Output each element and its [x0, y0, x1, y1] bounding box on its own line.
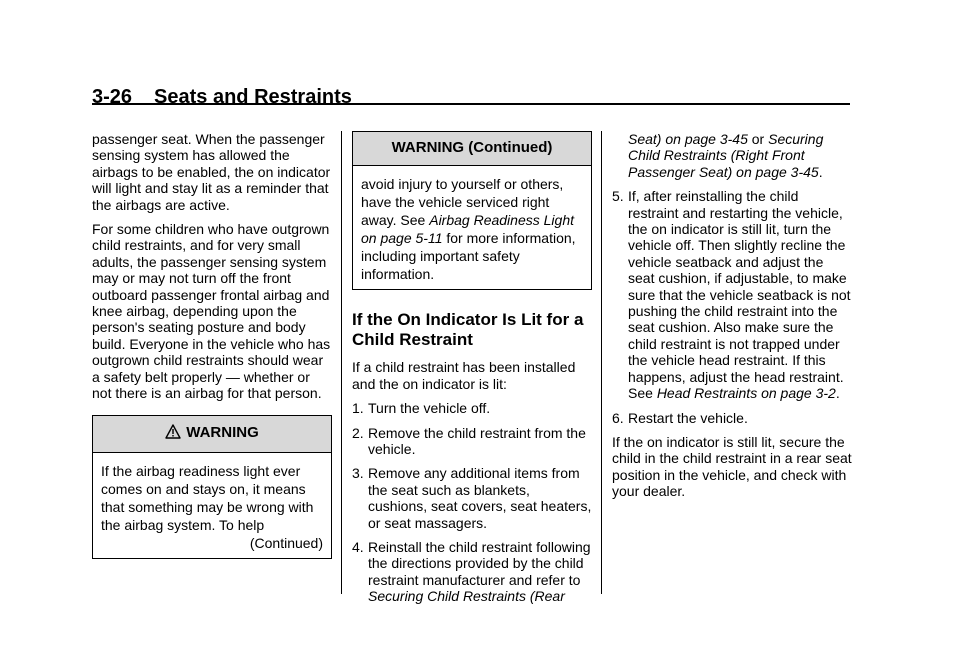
warning-continued-text — [361, 175, 583, 283]
list-item — [352, 539, 592, 605]
step-text: . — [835, 385, 840, 402]
step-text: Restart the vehicle. — [628, 409, 748, 426]
list-item — [612, 188, 852, 401]
step-text: Reinstall the child restraint following the directions provided by the child restraint manufacturer and refer to — [368, 539, 591, 588]
page-header — [92, 86, 352, 109]
warning-box — [92, 415, 332, 559]
continued-label: (Continued) — [249, 534, 323, 551]
body-paragraph: For some children who have outgrown child restraints, and for very small adults, the passenger sensing system may or may not turn off the front outboard passenger frontal airbag and knee airbag, depending upon the person's seating posture and body build. Everyone in the vehicle who has outgrown child restraints should wear a safety belt properly — whether or not there is an airbag for that person. — [92, 221, 331, 402]
warning-title: WARNING — [186, 423, 259, 441]
steps-list — [352, 400, 592, 604]
warning-text: If the airbag readiness light ever comes on and stays on, it means that something may be wrong with the airbag system. To help — [101, 462, 314, 533]
page-reference: Head Restraints on page 3-2 — [656, 385, 836, 402]
step-text: Remove the child restraint from the vehicle. — [368, 424, 586, 458]
page-section-title: Seats and Restraints — [154, 86, 352, 108]
steps-list — [612, 188, 852, 426]
step-continuation — [612, 131, 852, 180]
column-1 — [92, 131, 332, 559]
column-divider — [601, 131, 602, 594]
warning-text-part: avoid injury to yourself or others, have the vehicle serviced right away. See — [361, 176, 564, 229]
section-heading: If the On Indicator Is Lit for a Child Restraint — [352, 310, 584, 350]
step-number: 1. — [352, 400, 364, 417]
step-number: 2. — [352, 424, 364, 441]
warning-continued-body — [353, 166, 591, 289]
list-item — [352, 465, 592, 531]
page-reference: Seat) on page 3-45 — [628, 131, 748, 147]
page-reference: Securing Child Restraints (Right Front Passenger Seat) on page 3-45 — [628, 131, 824, 180]
column-2 — [352, 131, 592, 613]
warning-body — [93, 453, 331, 558]
warning-continued-box — [352, 131, 592, 290]
page-reference: Airbag Readiness Light on page 5-11 — [361, 212, 574, 247]
body-paragraph: passenger seat. When the passenger sensing system has allowed the airbags to be enabled, the on indicator will light and stay lit as a reminder that the airbags are active. — [92, 131, 331, 213]
warning-triangle-icon — [165, 424, 181, 443]
step-text: Turn the vehicle off. — [368, 400, 491, 417]
body-paragraph: If the on indicator is still lit, secure the child in the child restraint in a rear seat position in the vehicle, and check with your dealer. — [612, 433, 852, 500]
step-text: Remove any additional items from the seat such as blankets, cushions, seat covers, seat heaters, or seat massagers. — [368, 465, 592, 531]
step-number: 6. — [612, 409, 624, 426]
step-number: 5. — [612, 188, 624, 205]
column-3 — [612, 131, 852, 508]
list-item — [612, 410, 852, 426]
step-number: 3. — [352, 465, 364, 482]
step-text: . — [818, 163, 823, 180]
page-reference: Securing Child Restraints (Rear — [368, 588, 565, 605]
header-rule — [92, 103, 850, 105]
list-item — [352, 400, 592, 416]
page-number: 3-26 — [92, 86, 133, 108]
body-paragraph: If a child restraint has been installed and the on indicator is lit: — [352, 359, 576, 392]
step-text: or — [747, 131, 769, 147]
list-item — [352, 425, 592, 458]
warning-text-part: for more information, including important safety information. — [361, 230, 576, 283]
warning-continued-header: WARNING (Continued) — [353, 132, 591, 166]
step-text: If, after reinstalling the child restraint and restarting the vehicle, the on indicator is still lit, turn the vehicle off. Then slightly recline the vehicle seatback and adjust the seat cushion, if adjustable, to make sure that the vehicle seatback is not pushing the child restraint into the seat cushion. Also make sure the child restraint is not trapped under the vehicle head restraint. If this happens, adjust the head restraint. See — [628, 188, 851, 402]
warning-header — [93, 416, 331, 453]
column-divider — [341, 131, 342, 594]
step-number: 4. — [352, 539, 364, 556]
